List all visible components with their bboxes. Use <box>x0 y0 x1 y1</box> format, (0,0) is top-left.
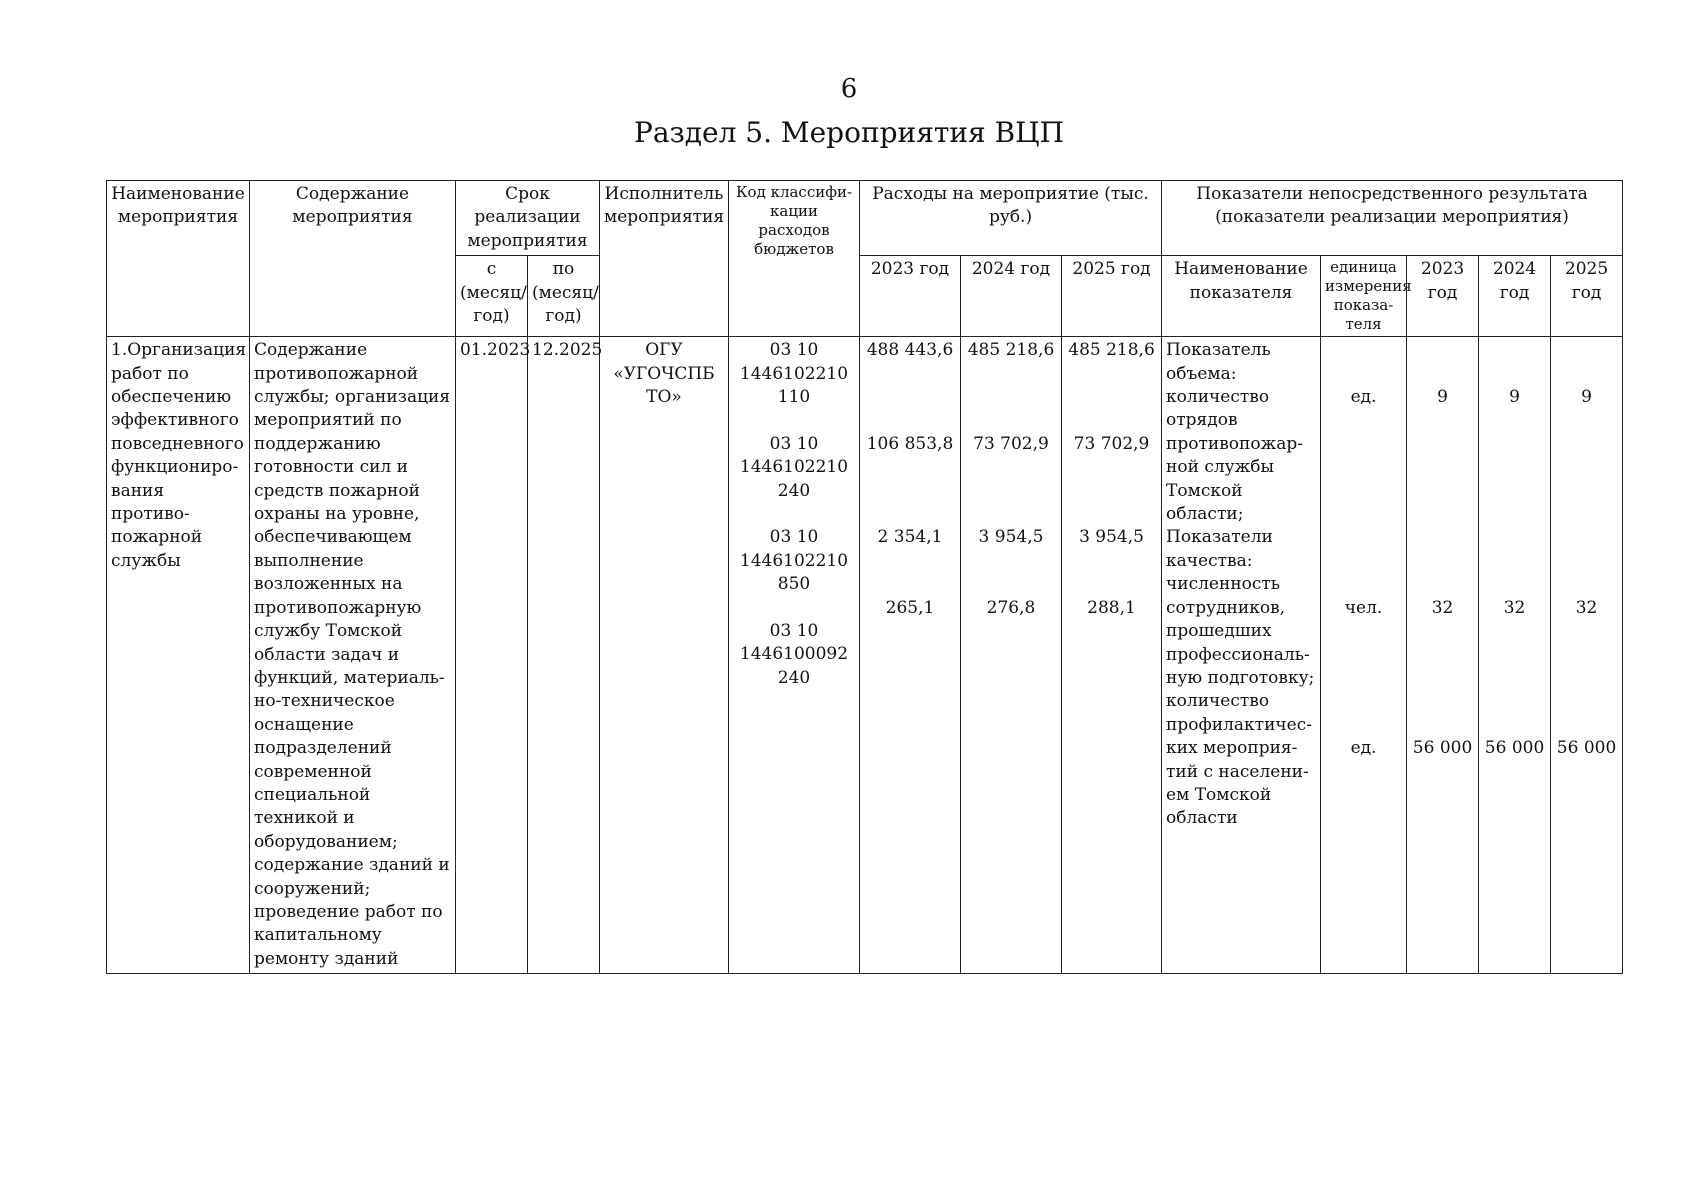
code-4-c: 240 <box>777 667 811 688</box>
ind-2023-2: 32 <box>1431 597 1454 618</box>
col-exp-2023-header: 2023 год <box>860 256 961 337</box>
section-title: Раздел 5. Мероприятия ВЦП <box>634 116 1064 149</box>
page-number: 6 <box>840 74 858 104</box>
ind-2024-1: 9 <box>1509 387 1520 407</box>
col-ind-unit-header: единица измерения показа-теля <box>1321 256 1407 337</box>
code-1-b: 1446102210 <box>739 363 849 384</box>
executor: ОГУ «УГОЧСПБ ТО» <box>600 337 729 974</box>
expenses-2023 <box>860 337 961 974</box>
col-expenses-header: Расходы на мероприятие (тыс. руб.) <box>860 181 1162 256</box>
expenses-2024 <box>961 337 1062 974</box>
ind-2025-2: 32 <box>1575 597 1598 618</box>
col-term-from-header: с (месяц/ год) <box>456 256 528 337</box>
col-ind-2023-header: 2023 год <box>1407 256 1479 337</box>
indicator-2024 <box>1479 337 1551 974</box>
col-term-to-header: по (месяц/ год) <box>528 256 600 337</box>
indicator-units <box>1321 337 1407 974</box>
col-term-header: Срок реализации мероприятия <box>456 181 600 256</box>
col-code-header: Код классифи-кации расходов бюджетов <box>729 181 860 337</box>
code-2-b: 1446102210 <box>739 457 849 478</box>
ind-2025-3: 56 000 <box>1556 737 1617 758</box>
exp-2023-1: 488 443,6 <box>866 340 954 361</box>
measure-name: 1.Организация работ по обеспечению эффективного повседневного функциониро-вания противо-пожарной службы <box>107 337 250 974</box>
code-2-a: 03 10 <box>769 433 819 454</box>
measures-table-container <box>106 180 1623 974</box>
exp-2023-2: 106 853,8 <box>866 433 954 454</box>
col-content-header: Содержание мероприятия <box>250 181 456 337</box>
col-ind-2024-header: 2024 год <box>1479 256 1551 337</box>
col-indicators-header: Показатели непосредственного результата (показатели реализации мероприятия) <box>1162 181 1623 256</box>
budget-codes <box>729 337 860 974</box>
code-3-a: 03 10 <box>769 527 819 548</box>
code-1-a: 03 10 <box>769 340 819 361</box>
term-to: 12.2025 <box>528 337 600 974</box>
measure-content: Содержание противопожарной службы; организация мероприятий по поддержанию готовности сил и средств пожарной охраны на уровне, обеспечивающем выполнение возложенных на противопожарную службу Томской области задач и функций, материаль-но-техническое оснащение подразделений современной специальной техникой и оборудованием; содержание зданий и сооружений; проведение работ по капитальному ремонту зданий <box>250 337 456 974</box>
indicator-2023 <box>1407 337 1479 974</box>
exp-2025-1: 485 218,6 <box>1068 340 1155 361</box>
code-4-a: 03 10 <box>769 621 819 642</box>
exp-2025-3: 3 954,5 <box>1079 527 1144 548</box>
ind-unit-2: чел. <box>1344 597 1383 618</box>
code-3-c: 850 <box>777 574 811 595</box>
exp-2023-3: 2 354,1 <box>877 527 943 548</box>
exp-2024-4: 276,8 <box>986 597 1036 618</box>
exp-2025-4: 288,1 <box>1087 597 1136 618</box>
col-ind-name-header: Наименование показателя <box>1162 256 1321 337</box>
col-exp-2025-header: 2025 год <box>1062 256 1162 337</box>
term-from: 01.2023 <box>456 337 528 974</box>
measures-table <box>106 180 1623 974</box>
code-1-c: 110 <box>777 387 811 408</box>
ind-2024-3: 56 000 <box>1484 737 1545 758</box>
expenses-2025 <box>1062 337 1162 974</box>
ind-2025-1: 9 <box>1581 387 1592 407</box>
ind-unit-1: ед. <box>1350 387 1377 407</box>
col-ind-2025-header: 2025 год <box>1551 256 1623 337</box>
ind-2023-3: 56 000 <box>1412 737 1473 758</box>
indicator-2025 <box>1551 337 1623 974</box>
exp-2024-1: 485 218,6 <box>967 340 1055 361</box>
exp-2024-2: 73 702,9 <box>973 433 1049 454</box>
exp-2025-2: 73 702,9 <box>1073 433 1150 454</box>
col-executor-header: Исполнитель мероприятия <box>600 181 729 337</box>
indicator-names: Показатель объема: количество отрядов противопожар-ной службы Томской области; Показатели качества: численность сотрудников, прошедших профессиональ-ную подготовку; количество профилактичес-ких мероприя-тий с населени-ем Томской области <box>1162 337 1321 974</box>
header-row-1 <box>107 181 1623 256</box>
code-3-b: 1446102210 <box>739 550 849 571</box>
ind-unit-3: ед. <box>1350 737 1377 758</box>
exp-2023-4: 265,1 <box>885 597 935 618</box>
code-2-c: 240 <box>777 480 811 501</box>
col-exp-2024-header: 2024 год <box>961 256 1062 337</box>
col-name-header: Наименование мероприятия <box>107 181 250 337</box>
ind-2023-1: 9 <box>1437 387 1448 407</box>
code-4-b: 1446100092 <box>739 644 849 665</box>
exp-2024-3: 3 954,5 <box>978 527 1044 548</box>
table-row <box>107 337 1623 974</box>
ind-2024-2: 32 <box>1503 597 1526 618</box>
